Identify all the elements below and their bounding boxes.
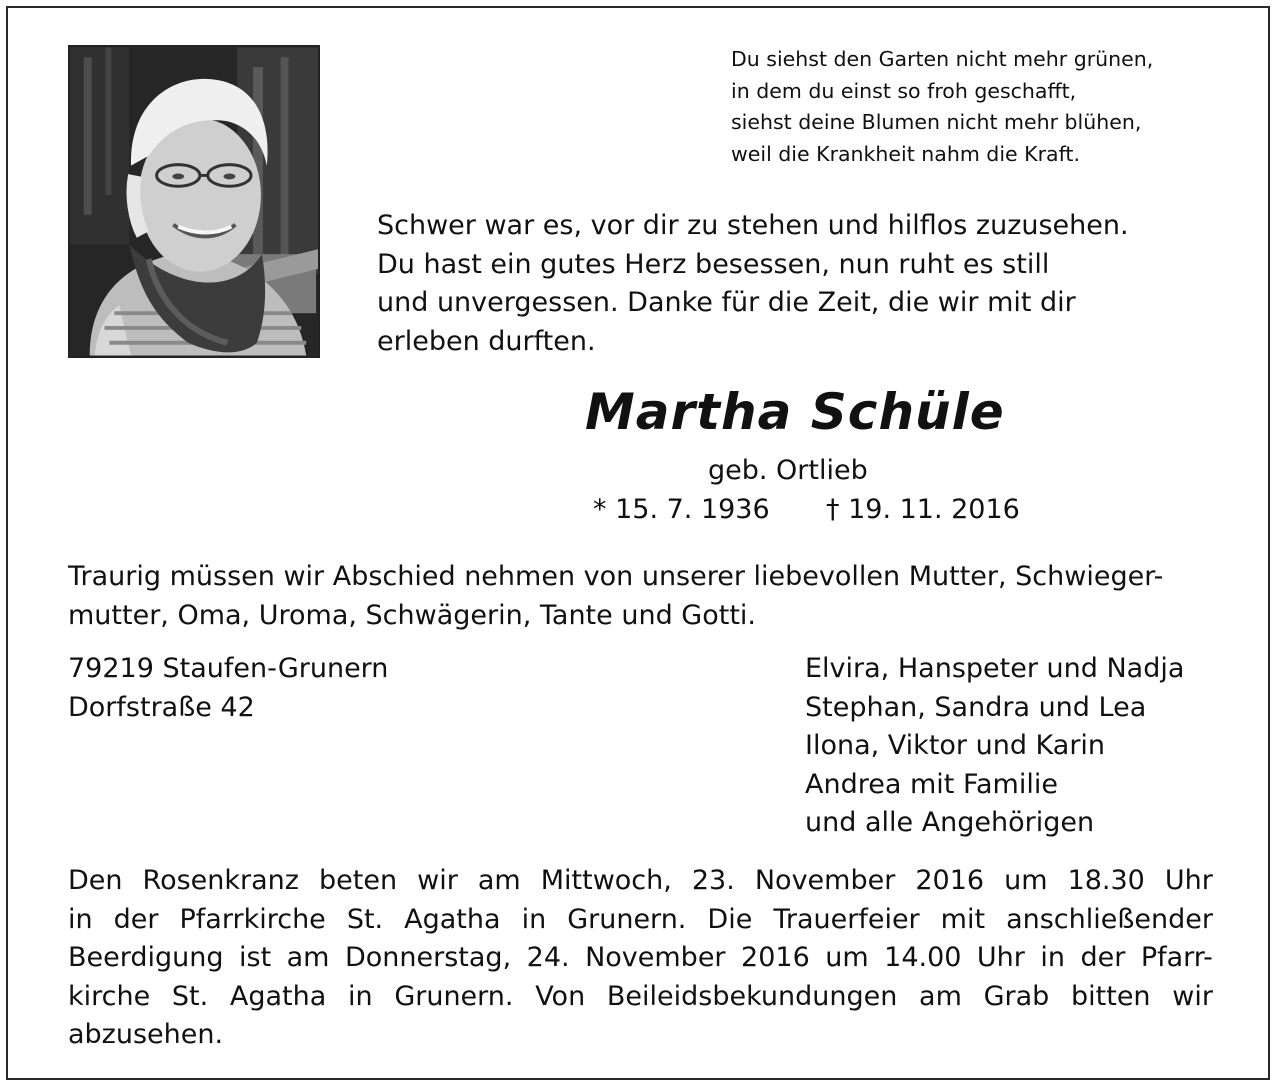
service-word: Uhr <box>976 942 1025 973</box>
service-word: 24. <box>526 942 570 973</box>
service-word: Agatha <box>404 903 501 935</box>
service-word: 18.30 <box>1067 865 1145 896</box>
service-word: 23. <box>691 865 735 896</box>
service-word: November <box>754 865 896 896</box>
service-line <box>68 939 1213 978</box>
service-word: Donnerstag, <box>344 942 512 973</box>
service-word: Grunern. <box>567 903 687 935</box>
mourning-line: Traurig müssen wir Abschied nehmen von unserer liebevollen Mutter, Schwieger- <box>68 561 1164 592</box>
portrait-photo <box>68 45 320 358</box>
address-line: 79219 Staufen-Grunern <box>68 653 389 684</box>
service-word: der <box>113 903 159 935</box>
family-line: Ilona, Viktor und Karin <box>805 730 1106 761</box>
service-word: Pfarr- <box>1140 942 1213 973</box>
service-word: Agatha <box>229 980 327 1012</box>
service-word: Pfarrkirche <box>179 903 326 935</box>
poem-line: in dem du einst so froh geschafft, <box>731 78 1077 103</box>
service-word: Trauerfeier <box>773 903 920 935</box>
address <box>68 650 388 727</box>
maiden-name: geb. Ortlieb <box>708 455 868 486</box>
service-word: Uhr <box>1164 865 1213 896</box>
service-line <box>68 901 1213 940</box>
death-date: † 19. 11. 2016 <box>826 494 1020 525</box>
service-word: 14.00 <box>884 942 962 973</box>
deceased-name: Martha Schüle <box>585 383 1005 441</box>
service-word: Grunern. <box>394 980 514 1012</box>
intro-text <box>377 207 1237 361</box>
portrait-image <box>70 47 318 356</box>
intro-line: und unvergessen. Danke für die Zeit, die wir mit dir <box>377 287 1076 318</box>
service-word: am <box>919 980 962 1012</box>
service-word: am <box>286 942 330 973</box>
service-word: am <box>477 865 521 896</box>
intro-line: Schwer war es, vor dir zu stehen und hilflos zuzusehen. <box>377 210 1129 241</box>
service-word: der <box>1080 942 1126 973</box>
service-word: wir <box>417 865 458 896</box>
service-word: Rosenkranz <box>142 865 299 896</box>
service-word: wir <box>1172 980 1213 1012</box>
service-line <box>68 978 1213 1017</box>
service-word: November <box>585 942 726 973</box>
family-line: Stephan, Sandra und Lea <box>805 691 1147 723</box>
service-word: St. <box>171 980 209 1012</box>
service-word: Beileidsbekundungen <box>606 980 898 1012</box>
birth-date: * 15. 7. 1936 <box>593 494 770 525</box>
service-word: in <box>68 903 93 935</box>
service-line: abzusehen. <box>68 1019 224 1050</box>
service-word: in <box>521 903 547 935</box>
service-word: Grab <box>983 980 1050 1012</box>
service-word: bitten <box>1071 980 1151 1012</box>
service-word: kirche <box>68 980 151 1012</box>
intro-line: Du hast ein gutes Herz besessen, nun ruht es still <box>377 248 1050 280</box>
service-text <box>68 862 1213 1055</box>
family-line: Andrea mit Familie <box>805 768 1058 800</box>
service-word: Beerdigung <box>68 942 224 973</box>
service-line <box>68 862 1213 901</box>
service-word: 2016 <box>741 942 810 973</box>
family-line: Elvira, Hanspeter und Nadja <box>805 653 1185 684</box>
service-word: in <box>1040 942 1066 973</box>
service-word: ist <box>239 942 272 973</box>
service-word: in <box>348 980 373 1012</box>
poem-line: siehst deine Blumen nicht mehr blühen, <box>731 110 1142 134</box>
family-line: und alle Angehörigen <box>805 807 1095 838</box>
poem-line: weil die Krankheit nahm die Kraft. <box>731 141 1080 166</box>
address-line: Dorfstraße 42 <box>68 691 255 723</box>
family-list <box>805 650 1184 843</box>
service-word: Den <box>68 865 123 896</box>
service-word: anschließender <box>1006 903 1213 935</box>
service-word: Mittwoch, <box>540 865 672 896</box>
service-word: Von <box>535 980 586 1012</box>
service-word: um <box>825 942 869 973</box>
service-word: 2016 <box>915 865 985 896</box>
mourning-line: mutter, Oma, Uroma, Schwägerin, Tante und Gotti. <box>68 599 756 631</box>
service-word: beten <box>319 865 398 896</box>
poem <box>731 44 1231 170</box>
service-word: um <box>1004 865 1048 896</box>
mourning-text <box>68 558 1213 635</box>
service-word: mit <box>940 903 986 935</box>
intro-line: erleben durften. <box>377 325 596 357</box>
service-word: St. <box>346 903 384 935</box>
service-word: Die <box>707 903 753 935</box>
poem-line: Du siehst den Garten nicht mehr grünen, <box>731 47 1154 71</box>
